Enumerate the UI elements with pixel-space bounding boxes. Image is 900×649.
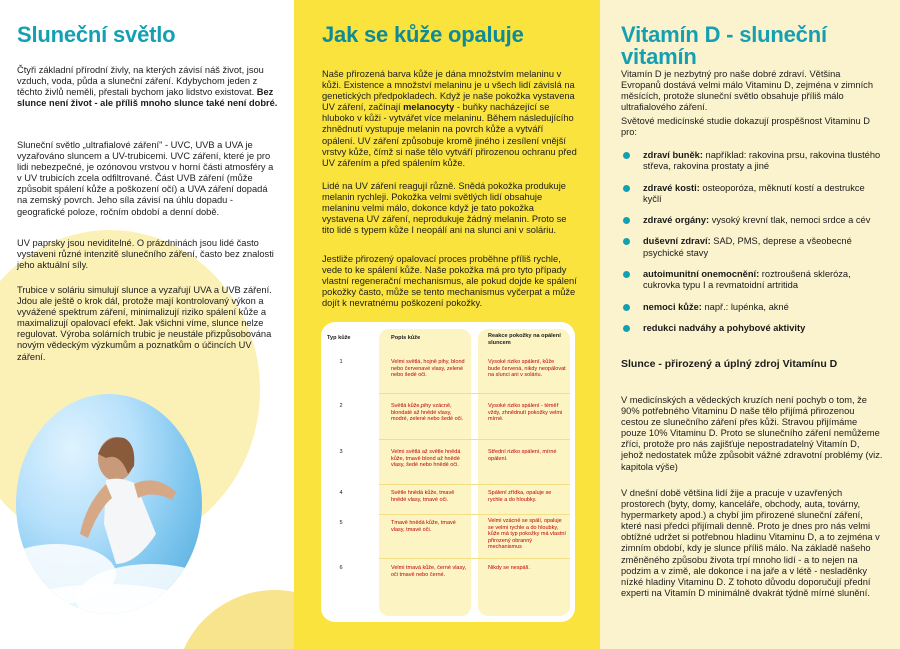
woman-figure-illustration xyxy=(76,414,186,604)
paragraph: Vitamín D je nezbytný pro naše dobré zdraví. Většina Evropanů dostává velmi málo Vitaminu D, zejména v zimních měsících, protože sluneční světlo obsahuje příliš málo ultrafialového záření. xyxy=(621,69,873,113)
paragraph-text: - buňky nacházející se hluboko v kůži - vytvářet více melaninu. Během následujícího zhnědnutí vystupuje melanin na povrch kůže a vytváří opálení. UV záření způsobuje kromě jiného i zesílení vnější vrstvy kůže, čímž si naše tělo vytváří přirozenou ochranu před UV zářením a před spálením kůže. xyxy=(322,102,577,168)
table-cell-reaction: Spálení zřídka, opaluje se rychle a do hloubky. xyxy=(488,490,552,503)
table-cell-type: 5 xyxy=(339,520,343,526)
bullet-text: např.: lupénka, akné xyxy=(701,301,789,312)
paragraph: Sluneční světlo „ultrafialové záření" - UVC, UVB a UVA je vyzařováno sluncem a UV-trubicemi. UVC záření, které je pro lidi nebezpečné, je ozónovou vrstvou v horní části atmosféry a v UV trubicích zcela odfiltrované. Část UVB záření (může způsobit spálení kůže a poškození očí) a UVA záření dopadá na zemský povrch. Jeho síla závisí na úhlu dopadu - geografické poloze, ročním období a denní době. xyxy=(17,140,274,217)
table-header: Popis kůže xyxy=(391,335,421,341)
row-divider xyxy=(379,484,570,485)
list-item xyxy=(621,269,881,292)
row-divider xyxy=(379,558,570,559)
bullet-label: redukci nadváhy a pohybové aktivity xyxy=(643,322,806,333)
table-cell-type: 4 xyxy=(339,490,343,496)
paragraph xyxy=(322,69,578,169)
table-header: Reakce pokožky na opálení sluncem xyxy=(488,333,561,346)
paragraph: V medicínských a vědeckých kruzích není pochyb o tom, že 90% potřebného Vitaminu D naše tělo přijímá přirozenou cestou ze slunečního záření přes kůži. Stravou přijímáme pouze 10% Vitaminu D. Proto se slunečního záření nemůžeme zříci, protože pro nás zajišťuje nepostradatelný Vitamín D, jehož nedostatek může způsobit vážné zdravotní problémy (viz. kapitola výše) xyxy=(621,395,883,472)
list-item xyxy=(621,302,881,313)
table-cell-description: Velmi světlá, hojně pihy, blond nebo červenavé vlasy, zelené nebo šedé oči. xyxy=(391,359,465,378)
paragraph-emphasis: Bez slunce není život - ale příliš mnoho slunce také není dobré. xyxy=(17,87,278,109)
bullet-label: zdravé kosti: xyxy=(643,182,700,193)
panel-vitamin-d xyxy=(600,0,900,649)
section-title: Vitamín D - sluneční vitamín xyxy=(621,22,827,69)
paragraph: V dnešní době většina lidí žije a pracuje v uzavřených prostorech (byty, domy, kanceláře, obchody, auta, továrny, hypermarkety apod.) a chybí jim přirozené sluneční záření, které nasi předci přijímali denně. Proto je dnes pro nás velmi obtížné udržet si potřebnou hladinu Vitaminu D, a to zejména v zimním období, kdy je slunce příliš málo. Na základě našeho změněného způsobu života trpí mnoho lidí - a to nejen na podzim a v zimě, ale dokonce i na jaře a v létě - nesladěnky nízké hladiny Vitaminu D. Z tohoto důvodu doporučují přední experti na Vitamín D minimálně dvakrát týdně mírné slunění. xyxy=(621,488,880,598)
table-cell-type: 6 xyxy=(339,565,343,571)
section-title: Jak se kůže opaluje xyxy=(322,22,524,47)
row-divider xyxy=(379,439,570,440)
bullet-text: například: rakovina prsu, rakovina tlustého střeva, rakovina prostaty a jiné xyxy=(643,150,881,172)
bullet-label: nemoci kůže: xyxy=(643,301,702,312)
paragraph: Lidé na UV záření reagují různě. Snědá pokožka produkuje melanin rychleji. Pokožka velmi světlých lidí obsahuje melaninu velmi málo, dokonce když je tato pokožka vystavena UV záření, neprodukuje žádný melanin. Proto se tito lidé s typem kůže I neopálí ani na slunci ani v soláriu. xyxy=(322,181,567,236)
table-cell-type: 1 xyxy=(339,359,343,365)
bullet-label: zdraví buněk: xyxy=(643,150,703,160)
skin-type-table xyxy=(321,322,575,622)
table-cell-reaction: Vysoké riziko spálení - téměř vždy, zhnědnutí pokožky velmi mírné. xyxy=(488,403,563,422)
benefits-list xyxy=(621,150,881,344)
table-cell-description: Velmi světlá až světle hnědá kůže, tmavě blond až hnědé vlasy, šedé nebo hnědé oči. xyxy=(391,449,461,468)
bullet-text: osteoporóza, měknutí kostí a destrukce kyčlí xyxy=(643,182,865,204)
list-item xyxy=(621,236,881,259)
paragraph-text: Čtyři základní přírodní živly, na kterých závisí náš život, jsou vzduch, voda, půda a sluneční záření. Kdybychom jeden z těchto živlů neměli, přestali bychom jako lidstvo existovat. xyxy=(17,65,264,98)
table-cell-description: Velmi tmavá kůže, černé vlasy, oči tmavě nebo černé. xyxy=(391,565,467,578)
panel-sunlight xyxy=(0,0,294,649)
list-item xyxy=(621,215,881,226)
panel-tanning xyxy=(294,0,600,649)
list-item xyxy=(621,183,881,206)
row-divider xyxy=(379,514,570,515)
paragraph: Světové medicínské studie dokazují prospěšnost Vitaminu D pro: xyxy=(621,116,870,138)
table-cell-reaction: Nikdy se nespálí. xyxy=(488,565,530,571)
bullet-icon xyxy=(623,304,630,311)
bullet-label: autoimunitní onemocnění: xyxy=(643,269,760,280)
bullet-label: duševní zdraví: xyxy=(643,236,711,247)
table-cell-reaction: Vysoké riziko spálení, kůže bude červená, nikdy neopálovat na slunci ani v soláriu. xyxy=(488,359,566,378)
table-cell-type: 2 xyxy=(339,403,343,409)
paragraph: Trubice v soláriu simulují slunce a vyzařují UVA a UVB záření. Jdou ale ještě o krok dál, protože mají kontrolovaný výkon a vyvážené spektrum záření, minimalizují riziko spálení kůže a maximalizují opalovací efekt. Jak všichni víme, slunce nelze regulovat. Výroba solárních trubic je neustále přizpůsobována novým vědeckým výzkumům a poznatkům o účincích UV záření. xyxy=(17,285,272,362)
paragraph: Jestliže přirozený opalovací proces proběhne příliš rychle, vede to ke spálení kůže. Naše pokožka má pro tyto případy vlastní regenerační mechanismus, ale pokud dojde ke spálení pokožky často, může se tento mechanismus vyčerpat a může dojít k nevratnému poškození pokožky. xyxy=(322,254,577,309)
page-title: Sluneční světlo xyxy=(17,22,176,47)
table-cell-type: 3 xyxy=(339,449,343,455)
table-cell-reaction: Velmi vzácně se spálí, opaluje se velmi rychle a do hloubky, kůže má typ pokožky má vlastní přirozený obranný mechanismus xyxy=(488,518,566,550)
table-cell-description: Světle hnědá kůže, tmavě hnědé vlasy, tmavé oči. xyxy=(391,490,455,503)
bullet-text: SAD, PMS, deprese a všeobecné psychické stavy xyxy=(643,236,852,258)
table-header: Typ kůže xyxy=(327,335,351,341)
bullet-icon xyxy=(623,185,630,192)
paragraph: UV paprsky jsou neviditelné. O prázdninách jsou lidé často vystaveni různé intenzitě slunečního záření, často bez znalosti jeho aktuální síly. xyxy=(17,238,274,271)
paragraph-emphasis: melanocyty xyxy=(403,102,455,113)
bullet-icon xyxy=(623,238,630,245)
bullet-icon xyxy=(623,325,630,332)
row-divider xyxy=(379,393,570,394)
bullet-icon xyxy=(623,152,630,159)
paragraph-text: Naše přirozená barva kůže je dána množstvím melaninu v kůži. Existence a množství melaninu je u všech lidí závislá na genetických předpokladech. Když je naše pokožka vystavena UV záření, začínají xyxy=(322,69,575,113)
bullet-icon xyxy=(623,217,630,224)
paragraph xyxy=(17,65,279,109)
table-cell-reaction: Střední riziko spálení, mírné opálení. xyxy=(488,449,557,462)
list-item xyxy=(621,150,881,173)
bullet-text: roztroušená skleróza, cukrovka typu I a revmatoidní artritida xyxy=(643,269,851,291)
table-cell-description: Tmavě hnědá kůže, tmavé vlasy, tmavé oči. xyxy=(391,520,456,533)
subsection-title: Slunce - přirozený a úplný zdroj Vitamínu D xyxy=(621,358,838,370)
list-item xyxy=(621,323,881,334)
woman-sun-photo xyxy=(16,394,202,614)
bullet-icon xyxy=(623,271,630,278)
bullet-text: vysoký krevní tlak, nemoci srdce a cév xyxy=(709,215,871,226)
table-cell-description: Světlá kůže,pihy vzácně, blondaté až hnědé vlasy, modré, zelené nebo šedé oči. xyxy=(391,403,464,422)
bullet-label: zdravé orgány: xyxy=(643,215,710,226)
